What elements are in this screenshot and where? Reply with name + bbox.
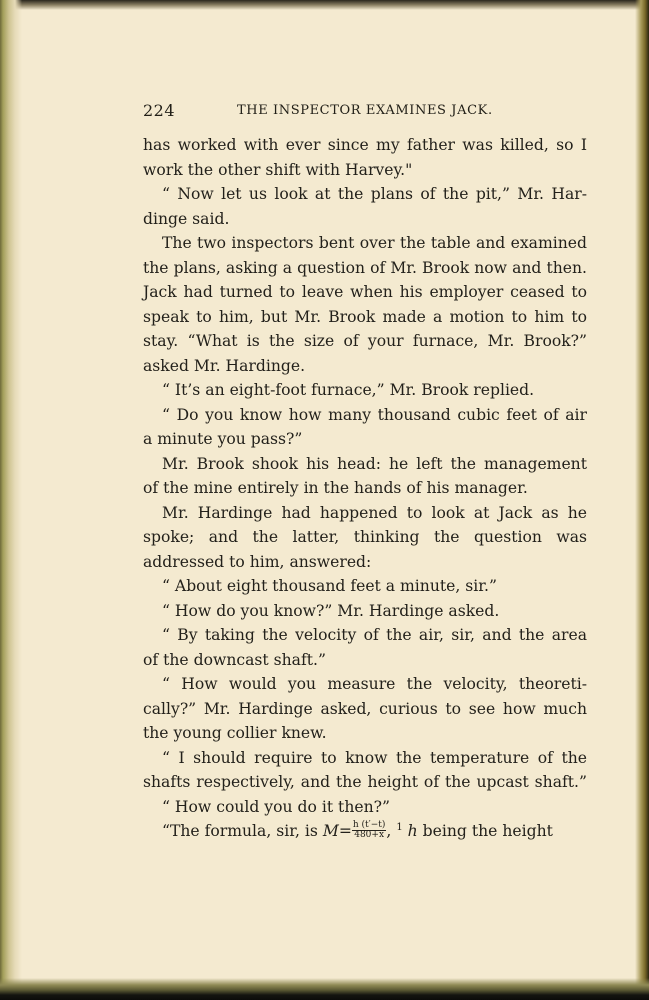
formula-line [143,819,587,844]
text-line: the young collier knew. [143,724,327,742]
text-line: “ Now let us look at the plans of the pit,” Mr. Har- [162,185,587,203]
text-line: “ How could you do it then?” [162,797,390,816]
text-line: “ Do you know how many thousand cubic feet of air [162,405,587,424]
right-page-edge [635,0,649,1000]
body-text [143,133,587,844]
text-line: work the other shift with Harvey." [143,160,413,179]
bottom-page-edge [0,978,649,1000]
text-line: addressed to him, answered: [143,552,372,571]
formula-numerator: h (t′−t) [352,819,386,830]
text-line: The two inspectors bent over the table and examined [162,234,587,252]
text-line: asked Mr. Hardinge. [143,356,306,375]
text-line: Mr. Hardinge had happened to look at Jack as he [162,503,587,522]
text-line: “ How would you measure the velocity, theoreti- [162,675,587,693]
text-line: “ About eight thousand feet a minute, sir.” [162,577,497,595]
formula-trailing-text: being the height [417,822,553,840]
text-line: the plans, asking a question of Mr. Brook now and then. [143,258,587,277]
binding-edge [0,0,22,1000]
formula-exponent: 1 [396,822,403,833]
text-line: Jack had turned to leave when his employer ceased to [143,283,587,301]
text-line: spoke; and the latter, thinking the question was [143,528,587,546]
text-line: speak to him, but Mr. Brook made a motion to him to [143,307,587,326]
formula-comma: , [386,822,397,840]
text-line: a minute you pass?” [143,430,303,448]
running-title: THE INSPECTOR EXAMINES JACK. [237,103,493,118]
formula-equals: = [338,822,352,840]
text-line: has worked with ever since my father was killed, so I [143,136,587,154]
page-header [143,101,588,125]
page-number: 224 [143,101,176,120]
text-line: cally?” Mr. Hardinge asked, curious to see how much [143,699,587,718]
text-line: shafts respectively, and the height of the upcast shaft.” [143,773,587,791]
formula-h: h [407,822,418,840]
text-line: of the downcast shaft.” [143,650,326,669]
formula-lead-text: “The formula, sir, is [162,822,323,840]
formula-fraction [352,821,387,840]
formula-variable: M [322,822,339,840]
text-line: dinge said. [143,209,230,228]
top-edge-shadow [0,0,649,10]
text-line: “ By taking the velocity of the air, sir, and the area [162,626,587,644]
text-line: “ I should require to know the temperature of the [162,748,587,767]
text-line: of the mine entirely in the hands of his manager. [143,479,528,497]
text-line: stay. “What is the size of your furnace, Mr. Brook?” [143,332,587,350]
text-line: Mr. Brook shook his head: he left the management [162,454,587,473]
formula-denominator: 480+x [354,829,385,840]
text-line: “ It’s an eight-foot furnace,” Mr. Brook replied. [162,381,535,399]
text-line: “ How do you know?” Mr. Hardinge asked. [162,601,500,620]
